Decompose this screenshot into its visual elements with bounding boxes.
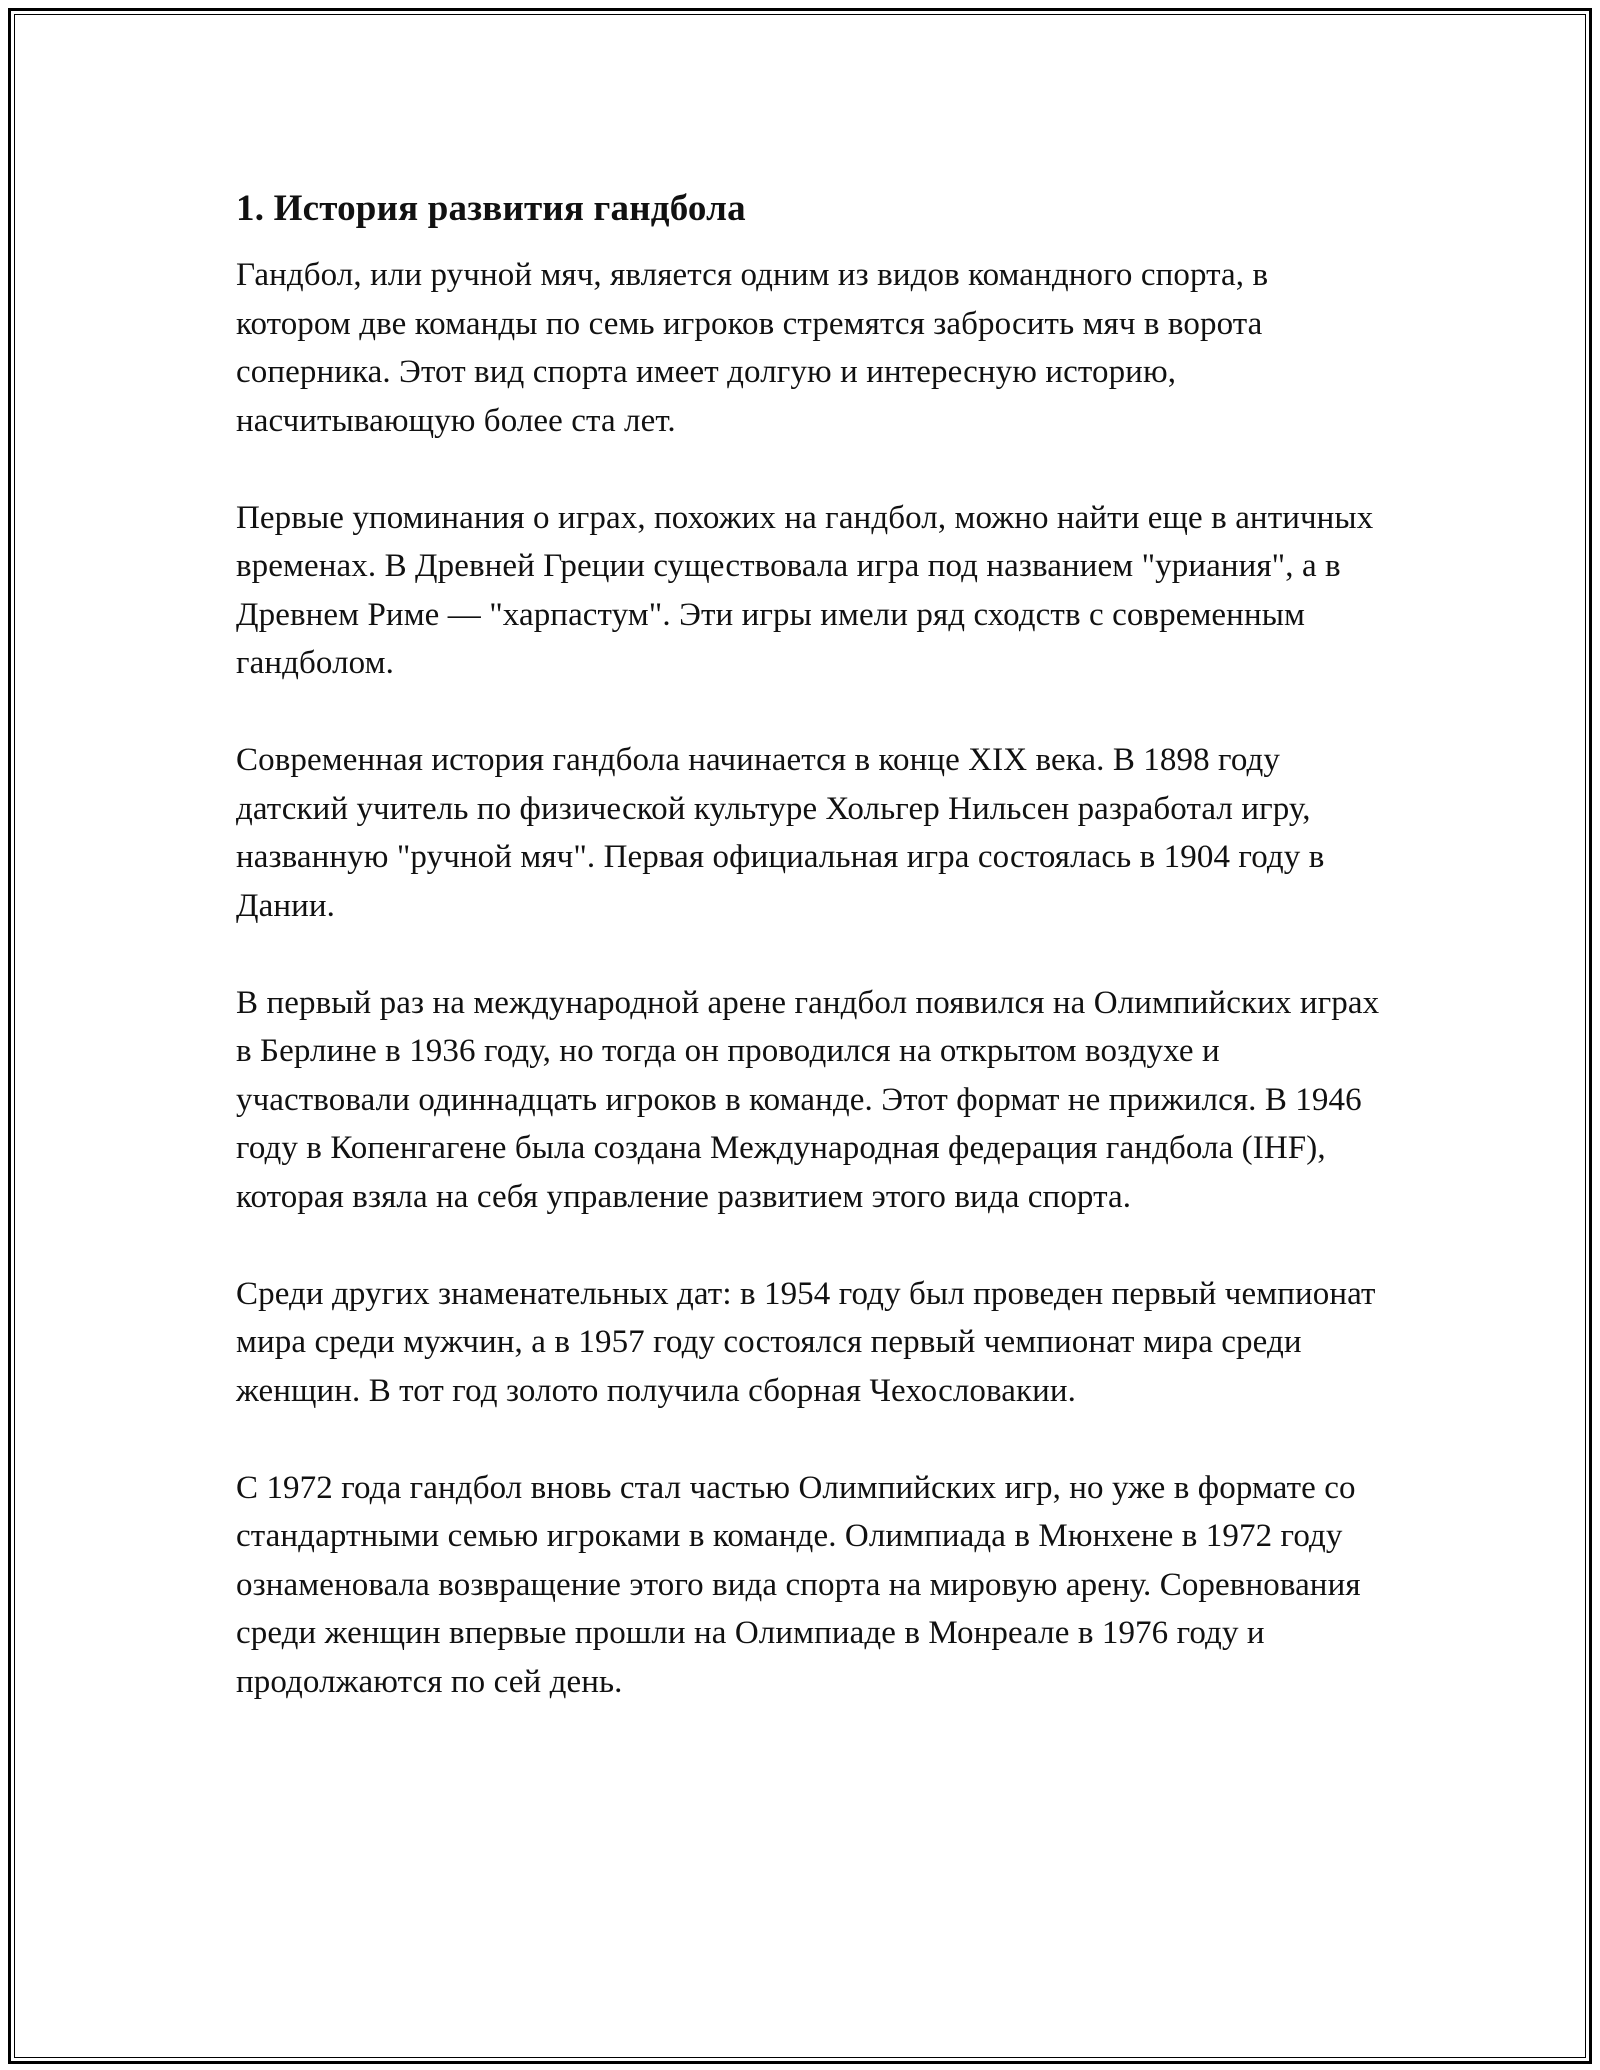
document-body bbox=[236, 185, 1386, 1755]
paragraph-international-debut: В первый раз на международной арене гандбол появился на Олимпийских играх в Берлине в 1936 году, но тогда он проводился на открытом воздухе и участвовали одиннадцать игроков в команде. Этот формат не прижился. В 1946 году в Копенгагене была создана Международная федерация гандбола (IHF), которая взяла на себя управление развитием этого вида спорта. bbox=[236, 984, 1380, 1215]
section-heading: 1. История развития гандбола bbox=[236, 188, 746, 229]
paragraph-ancient-origins: Первые упоминания о играх, похожих на гандбол, можно найти еще в античных временах. В Древней Греции существовала игра под названием "уриания", а в Древнем Риме — "харпастум". Эти игры имели ряд сходств с современным гандболом. bbox=[236, 499, 1374, 681]
paragraph-world-championships: Среди других знаменательных дат: в 1954 году был проведен первый чемпионат мира среди мужчин, а в 1957 году состоялся первый чемпионат мира среди женщин. В тот год золото получила сборная Чехословакии. bbox=[236, 1275, 1376, 1409]
paragraph-modern-history: Современная история гандбола начинается в конце XIX века. В 1898 году датский учитель по физической культуре Хольгер Нильсен разработал игру, названную "ручной мяч". Первая официальная игра состоялась в 1904 году в Дании. bbox=[236, 742, 1325, 924]
paragraph-olympic-return: С 1972 года гандбол вновь стал частью Олимпийских игр, но уже в формате со стандартными семью игроками в команде. Олимпиада в Мюнхене в 1972 году ознаменовала возвращение этого вида спорта на мировую арену. Соревнования среди женщин впервые прошли на Олимпиаде в Монреале в 1976 году и продолжаются по сей день. bbox=[236, 1469, 1361, 1700]
paragraph-intro: Гандбол, или ручной мяч, является одним из видов командного спорта, в котором две команды по семь игроков стремятся забросить мяч в ворота соперника. Этот вид спорта имеет долгую и интересную историю, насчитывающую более ста лет. bbox=[236, 257, 1269, 439]
